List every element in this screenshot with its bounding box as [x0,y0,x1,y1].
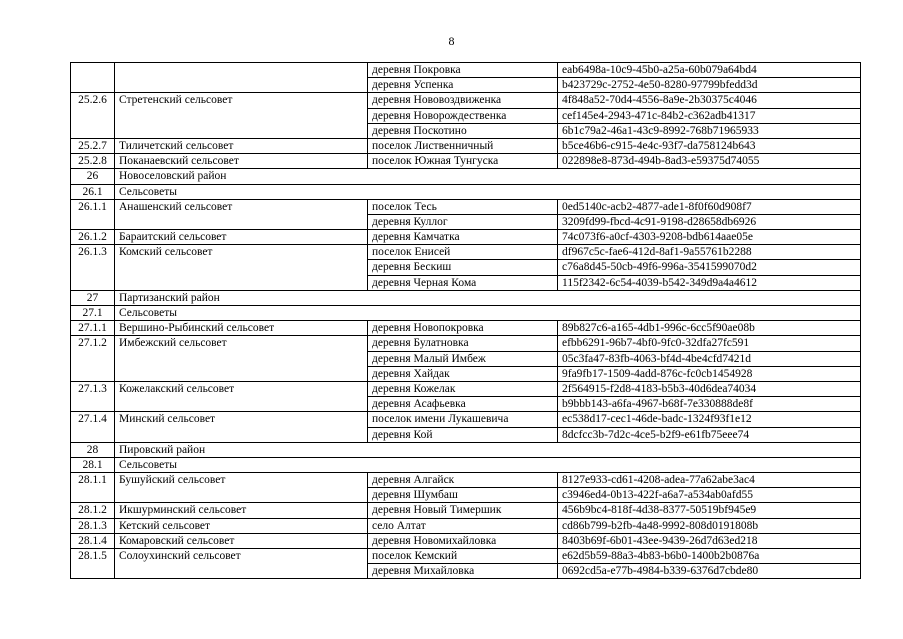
table-row [71,564,861,579]
row-number-cell: 25.2.7 [71,138,115,153]
settlement-cell: деревня Кой [368,427,558,442]
section-title-cell: Сельсоветы [115,457,861,472]
municipality-cell: Икшурминский сельсовет [115,503,368,518]
page-number: 8 [448,34,455,48]
municipality-cell: Комаровский сельсовет [115,533,368,548]
guid-cell: c3946ed4-0b13-422f-a6a7-a534ab0afd55 [558,488,861,503]
municipality-cell: Поканаевский сельсовет [115,154,368,169]
guid-cell: 0692cd5a-e77b-4984-b339-6376d7cbde80 [558,564,861,579]
section-row [71,457,861,472]
municipality-cell: Тиличетский сельсовет [115,138,368,153]
municipality-cell [115,366,368,381]
settlement-cell: деревня Покровка [368,63,558,78]
row-number-cell [71,63,115,78]
row-number-cell: 26.1.1 [71,199,115,214]
table-row [71,412,861,427]
settlement-cell: деревня Асафьевка [368,397,558,412]
settlement-cell: поселок Кемский [368,549,558,564]
settlement-cell: деревня Поскотино [368,123,558,138]
table-row [71,78,861,93]
row-number-cell [71,351,115,366]
municipality-cell: Кожелакский сельсовет [115,381,368,396]
section-title-cell: Сельсоветы [115,306,861,321]
guid-cell: 9fa9fb17-1509-4add-876c-fc0cb1454928 [558,366,861,381]
table-row [71,260,861,275]
guid-cell: b423729c-2752-4e50-8280-97799bfedd3d [558,78,861,93]
guid-cell: df967c5c-fae6-412d-8af1-9a55761b2288 [558,245,861,260]
settlement-cell: деревня Новорождественка [368,108,558,123]
guid-cell: ec538d17-cec1-46de-badc-1324f93f1e12 [558,412,861,427]
row-number-cell: 27 [71,290,115,305]
row-number-cell: 27.1.3 [71,381,115,396]
municipality-cell [115,78,368,93]
municipality-cell: Минский сельсовет [115,412,368,427]
section-row [71,442,861,457]
settlement-cell: деревня Новомихайловка [368,533,558,548]
guid-cell: b9bbb143-a6fa-4967-b68f-7e330888de8f [558,397,861,412]
table-row [71,503,861,518]
table-row [71,199,861,214]
settlement-cell: поселок Енисей [368,245,558,260]
table-row [71,93,861,108]
row-number-cell: 28.1.3 [71,518,115,533]
guid-cell: 89b827c6-a165-4db1-996c-6cc5f90ae08b [558,321,861,336]
guid-cell: 115f2342-6c54-4039-b542-349d9a4a4612 [558,275,861,290]
municipality-cell: Комский сельсовет [115,245,368,260]
section-row [71,169,861,184]
settlement-cell: деревня Хайдак [368,366,558,381]
table-row [71,488,861,503]
table-row [71,230,861,245]
settlement-cell: деревня Кожелак [368,381,558,396]
settlement-cell: деревня Бескиш [368,260,558,275]
municipality-cell [115,488,368,503]
row-number-cell [71,488,115,503]
registry-table [70,62,861,579]
section-row [71,184,861,199]
row-number-cell: 26.1 [71,184,115,199]
municipality-cell [115,214,368,229]
table-row [71,108,861,123]
table-row [71,518,861,533]
section-title-cell: Новоселовский район [115,169,861,184]
row-number-cell: 28.1 [71,457,115,472]
settlement-cell: деревня Новопокровка [368,321,558,336]
row-number-cell: 27.1.4 [71,412,115,427]
guid-cell: 0ed5140c-acb2-4877-ade1-8f0f60d908f7 [558,199,861,214]
table-row [71,123,861,138]
guid-cell: 3209fd99-fbcd-4c91-9198-d28658db6926 [558,214,861,229]
table-row [71,245,861,260]
row-number-cell: 26.1.3 [71,245,115,260]
municipality-cell: Имбежский сельсовет [115,336,368,351]
settlement-cell: деревня Куллог [368,214,558,229]
table-row [71,397,861,412]
municipality-cell [115,63,368,78]
table-row [71,214,861,229]
settlement-cell: поселок Тесь [368,199,558,214]
table-row [71,63,861,78]
row-number-cell: 26 [71,169,115,184]
table-row [71,321,861,336]
table-row [71,351,861,366]
row-number-cell [71,427,115,442]
row-number-cell [71,564,115,579]
municipality-cell: Солоухинский сельсовет [115,549,368,564]
table-row [71,336,861,351]
municipality-cell: Кетский сельсовет [115,518,368,533]
settlement-cell: деревня Камчатка [368,230,558,245]
settlement-cell: деревня Алгайск [368,473,558,488]
municipality-cell [115,123,368,138]
settlement-cell: деревня Малый Имбеж [368,351,558,366]
table-row [71,366,861,381]
settlement-cell: село Алтат [368,518,558,533]
row-number-cell: 27.1.1 [71,321,115,336]
row-number-cell [71,108,115,123]
settlement-cell: поселок Южная Тунгуска [368,154,558,169]
row-number-cell: 25.2.8 [71,154,115,169]
row-number-cell [71,214,115,229]
municipality-cell [115,427,368,442]
guid-cell: 05c3fa47-83fb-4063-bf4d-4be4cfd7421d [558,351,861,366]
section-row [71,290,861,305]
table-row [71,533,861,548]
row-number-cell [71,397,115,412]
municipality-cell [115,351,368,366]
guid-cell: 8127e933-cd61-4208-adea-77a62abe3ac4 [558,473,861,488]
guid-cell: e62d5b59-88a3-4b83-b6b0-1400b2b0876a [558,549,861,564]
row-number-cell [71,275,115,290]
row-number-cell: 27.1 [71,306,115,321]
guid-cell: c76a8d45-50cb-49f6-996a-3541599070d2 [558,260,861,275]
guid-cell: 022898e8-873d-494b-8ad3-e59375d74055 [558,154,861,169]
row-number-cell: 25.2.6 [71,93,115,108]
settlement-cell: деревня Новый Тимершик [368,503,558,518]
settlement-cell: деревня Шумбаш [368,488,558,503]
guid-cell: efbb6291-96b7-4bf0-9fc0-32dfa27fc591 [558,336,861,351]
settlement-cell: поселок имени Лукашевича [368,412,558,427]
row-number-cell [71,366,115,381]
row-number-cell: 28.1.4 [71,533,115,548]
table-row [71,549,861,564]
table-row [71,473,861,488]
row-number-cell: 27.1.2 [71,336,115,351]
municipality-cell [115,275,368,290]
guid-cell: 4f848a52-70d4-4556-8a9e-2b30375c4046 [558,93,861,108]
table-row [71,427,861,442]
municipality-cell: Стретенский сельсовет [115,93,368,108]
municipality-cell [115,108,368,123]
section-title-cell: Сельсоветы [115,184,861,199]
row-number-cell: 26.1.2 [71,230,115,245]
municipality-cell: Бараитский сельсовет [115,230,368,245]
table-row [71,275,861,290]
table-row [71,138,861,153]
settlement-cell: деревня Успенка [368,78,558,93]
guid-cell: 8dcfcc3b-7d2c-4ce5-b2f9-e61fb75eee74 [558,427,861,442]
municipality-cell [115,260,368,275]
guid-cell: b5ce46b6-c915-4e4c-93f7-da758124b643 [558,138,861,153]
row-number-cell: 28.1.5 [71,549,115,564]
row-number-cell [71,123,115,138]
municipality-cell: Анашенский сельсовет [115,199,368,214]
row-number-cell: 28.1.1 [71,473,115,488]
municipality-cell [115,564,368,579]
guid-cell: 2f564915-f2d8-4183-b5b3-40d6dea74034 [558,381,861,396]
registry-table-body [71,63,861,579]
municipality-cell [115,397,368,412]
row-number-cell: 28 [71,442,115,457]
row-number-cell [71,78,115,93]
guid-cell: cef145e4-2943-471c-84b2-c362adb41317 [558,108,861,123]
section-title-cell: Партизанский район [115,290,861,305]
guid-cell: cd86b799-b2fb-4a48-9992-808d0191808b [558,518,861,533]
row-number-cell [71,260,115,275]
row-number-cell: 28.1.2 [71,503,115,518]
settlement-cell: деревня Михайловка [368,564,558,579]
section-row [71,306,861,321]
settlement-cell: деревня Булатновка [368,336,558,351]
guid-cell: eab6498a-10c9-45b0-a25a-60b079a64bd4 [558,63,861,78]
table-row [71,154,861,169]
section-title-cell: Пировский район [115,442,861,457]
guid-cell: 456b9bc4-818f-4d38-8377-50519bf945e9 [558,503,861,518]
guid-cell: 74c073f6-a0cf-4303-9208-bdb614aae05e [558,230,861,245]
settlement-cell: деревня Нововоздвиженка [368,93,558,108]
guid-cell: 6b1c79a2-46a1-43c9-8992-768b71965933 [558,123,861,138]
table-row [71,381,861,396]
municipality-cell: Вершино-Рыбинский сельсовет [115,321,368,336]
settlement-cell: поселок Лиственничный [368,138,558,153]
municipality-cell: Бушуйский сельсовет [115,473,368,488]
settlement-cell: деревня Черная Кома [368,275,558,290]
guid-cell: 8403b69f-6b01-43ee-9439-26d7d63ed218 [558,533,861,548]
